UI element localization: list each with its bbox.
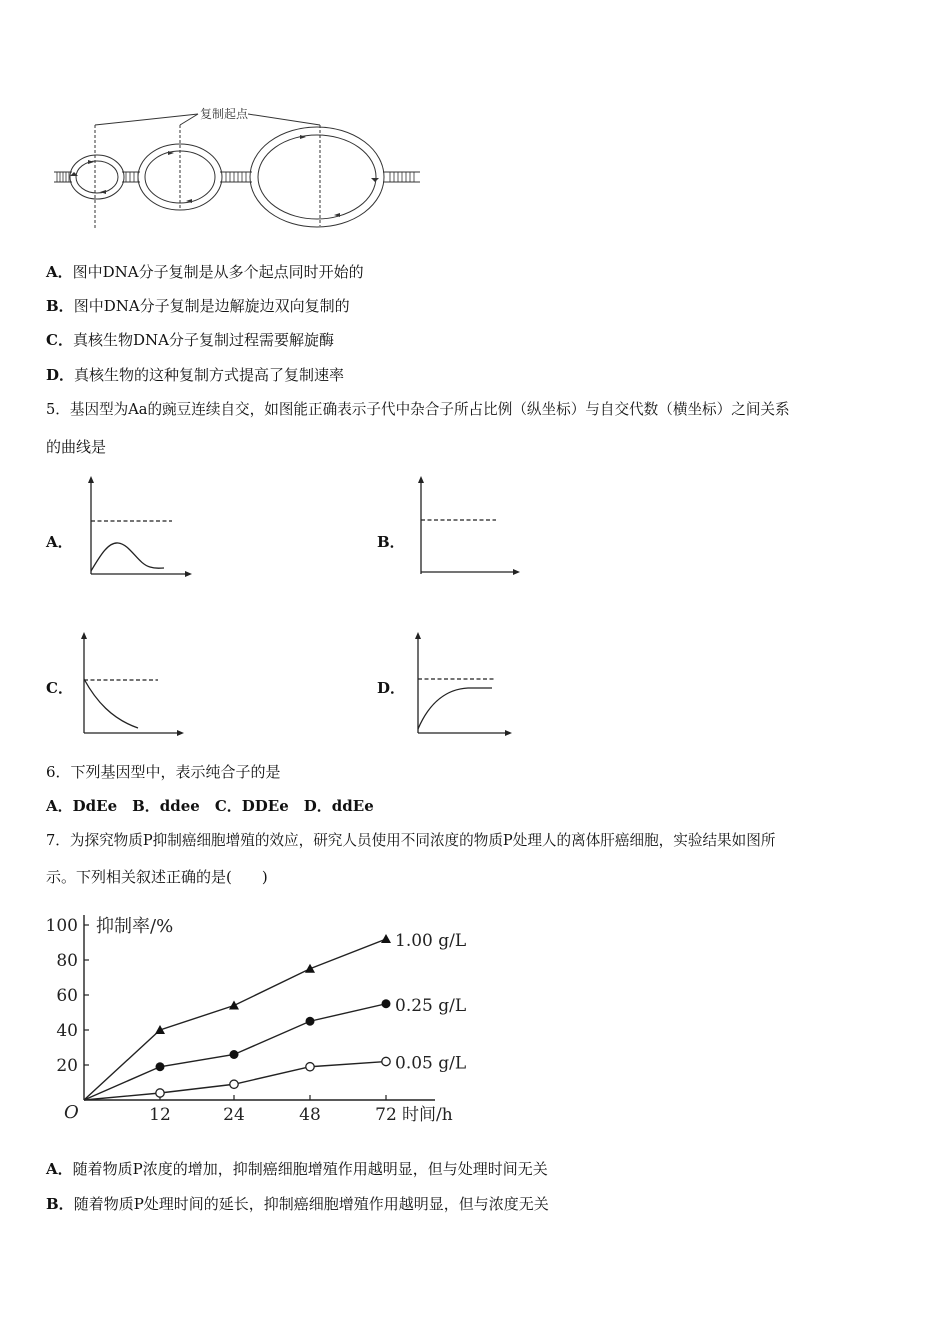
y-tick-label: 60 (56, 986, 78, 1006)
data-point-open-circle (156, 1089, 164, 1097)
q5-label-b: B． (377, 533, 405, 551)
q4-option-b (46, 295, 350, 316)
data-point-triangle (229, 1001, 239, 1010)
q6-options: A．DdEe B．ddee C．DDEe D．ddEe (46, 797, 374, 815)
data-point-filled-circle (230, 1050, 239, 1059)
data-point-triangle (305, 964, 315, 973)
x-tick-label: 24 (223, 1105, 245, 1125)
data-point-triangle (381, 934, 391, 943)
data-point-open-circle (306, 1063, 314, 1071)
q5-label-a: A． (46, 533, 73, 551)
q4-option-c-key: C． (46, 331, 73, 349)
q5-stem-line1: 5．基因型为Aa的豌豆连续自交，如图能正确表示子代中杂合子所占比例（纵坐标）与自交代数（横坐标）之间关系 (46, 401, 790, 418)
series-legend-label: 1.00 g/L (395, 931, 467, 951)
q7-option-b-key: B． (46, 1195, 74, 1213)
inhibition-rate-chart (40, 900, 480, 1132)
q7-option-a-key: A． (46, 1160, 73, 1178)
q4-option-d (46, 364, 344, 385)
dna-origin-label: 复制起点 (200, 107, 249, 121)
q4-option-c-text: 真核生物DNA分子复制过程需要解旋酶 (72, 331, 334, 349)
q4-option-d-key: D． (46, 366, 75, 384)
y-axis-label: 抑制率/% (96, 916, 174, 937)
origin-label: O (64, 1102, 79, 1123)
x-axis-label: 时间/h (402, 1105, 453, 1125)
x-tick-label: 12 (149, 1105, 171, 1125)
q7-option-b (46, 1193, 549, 1214)
q4-option-b-key: B． (46, 297, 74, 315)
q4-option-a (46, 261, 364, 282)
y-tick-label: 20 (56, 1056, 78, 1076)
q4-option-a-key: A． (46, 263, 73, 281)
data-point-open-circle (230, 1080, 238, 1088)
q5-graph-b (410, 474, 525, 580)
q5-label-c: C． (46, 679, 73, 697)
x-tick-label: 48 (299, 1105, 321, 1125)
q5-stem-line2: 的曲线是 (46, 438, 107, 456)
y-tick-label: 100 (45, 916, 78, 936)
data-point-filled-circle (382, 999, 391, 1008)
q4-option-b-text: 图中DNA分子复制是边解旋边双向复制的 (73, 297, 350, 315)
series-line (84, 939, 386, 1100)
q7-stem-line1: 7．为探究物质P抑制癌细胞增殖的效应，研究人员使用不同浓度的物质P处理人的离体肝癌细胞，实验结果如图所 (46, 832, 776, 849)
q5-label-d: D． (377, 679, 406, 697)
q7-option-a (46, 1158, 548, 1179)
q5-graph-a (80, 474, 195, 580)
series-legend-label: 0.25 g/L (395, 995, 467, 1016)
series-legend-label: 0.05 g/L (395, 1053, 467, 1074)
q7-option-a-text: 随着物质P浓度的增加，抑制癌细胞增殖作用越明显，但与处理时间无关 (72, 1160, 548, 1178)
dna-replication-figure (50, 100, 440, 230)
q6-stem: 6．下列基因型中，表示纯合子的是 (46, 763, 281, 781)
y-tick-label: 80 (56, 951, 78, 971)
data-point-filled-circle (156, 1062, 165, 1071)
q4-option-d-text: 真核生物的这种复制方式提高了复制速率 (74, 366, 345, 384)
q5-graph-d (408, 629, 523, 739)
q5-graph-c (74, 629, 189, 739)
x-tick-label: 72 (375, 1105, 397, 1125)
q4-option-c (46, 329, 334, 350)
data-point-open-circle (382, 1057, 390, 1065)
q7-option-b-text: 随着物质P处理时间的延长，抑制癌细胞增殖作用越明显，但与浓度无关 (73, 1195, 549, 1213)
q7-stem-line2: 示。下列相关叙述正确的是( ) (46, 868, 268, 886)
y-tick-label: 40 (56, 1021, 78, 1041)
data-point-filled-circle (306, 1017, 315, 1026)
q4-option-a-text: 图中DNA分子复制是从多个起点同时开始的 (72, 263, 364, 281)
